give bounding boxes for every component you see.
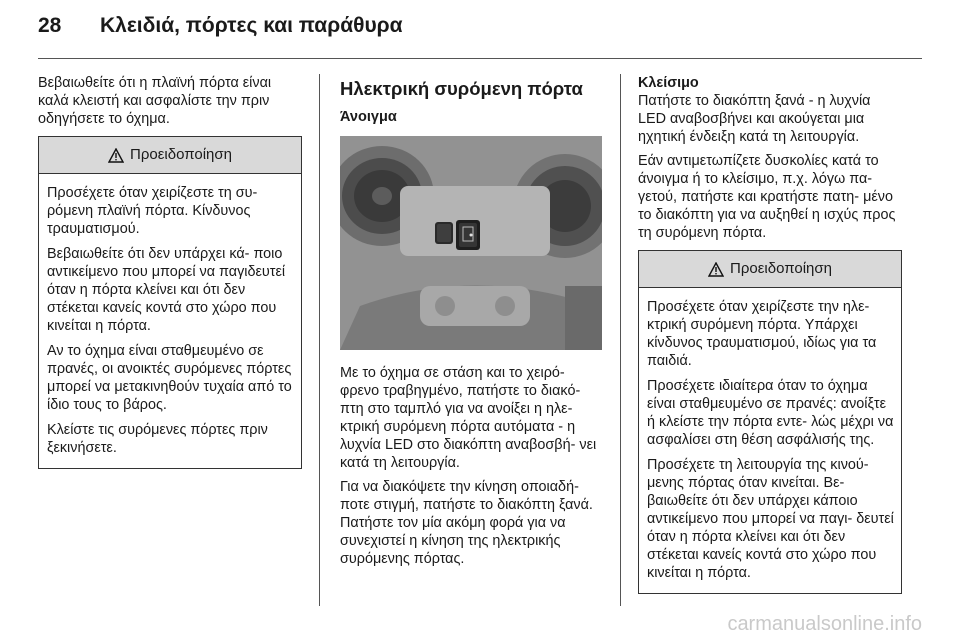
intro-text: Βεβαιωθείτε ότι η πλαϊνή πόρτα είναι καλά κλειστή και ασφαλίστε την πριν οδηγήσετε το όχημα. (38, 75, 272, 127)
warning-box-2 (638, 250, 902, 594)
body-paragraph: Για να διακόψετε την κίνηση οποιαδή- ποτε στιγμή, πατήστε το διακόπτη ξανά. Πατήστε τον μία ακόμη φορά για να συνεχιστεί η κίνηση της ηλεκτρικής συρόμενης πόρτας. (340, 479, 593, 567)
body-paragraph: Εάν αντιμετωπίζετε δυσκολίες κατά το άνοιγμα ή το κλείσιμο, π.χ. λόγω πα- γετού, πατήστε και κρατήστε πατη- μένο το διακόπτη για να αυξηθεί η ισχύς προς τη συρόμενη πόρτα. (638, 153, 896, 241)
page-header (38, 14, 403, 38)
page-title: Κλειδιά, πόρτες και παράθυρα (100, 14, 403, 37)
header-divider (38, 58, 922, 59)
body-paragraph: Πατήστε το διακόπτη ξανά - η λυχνία LED αναβοσβήνει και ακούγεται μια ηχητική ένδειξη κατά τη λειτουργία. (638, 93, 871, 145)
warning-paragraph: Προσέχετε τη λειτουργία της κινού- μενης πόρτας όταν κινείται. Βε- βαιωθείτε ότι δεν υπάρχει κάποιο αντικείμενο που μπορεί να παγι- δευτεί όταν η πόρτα κλείνει και ότι δεν στέκεται κανείς κοντά στο χώρο που κινείται η πόρτα. (647, 457, 894, 581)
warning-paragraph: Κλείστε τις συρόμενες πόρτες πριν ξεκινήσετε. (47, 422, 268, 456)
closing-heading: Κλείσιμο (638, 75, 699, 91)
column-2 (340, 74, 602, 574)
watermark: carmanualsonline.info (727, 613, 922, 635)
warning-triangle-icon (708, 262, 724, 277)
warning-paragraph: Προσέχετε ιδιαίτερα όταν το όχημα είναι σταθμευμένο σε πρανές: ανοίξτε ή κλείστε την πόρτα εντε- λώς μέχρι να ασφαλίσει στη θέση ασφάλισής της. (647, 378, 894, 448)
section-heading: Ηλεκτρική συρόμενη πόρτα (340, 78, 583, 99)
warning-paragraph: Προσέχετε όταν χειρίζεστε τη συ- ρόμενη πλαϊνή πόρτα. Κίνδυνος τραυματισμού. (47, 185, 258, 237)
warning-paragraph: Αν το όχημα είναι σταθμευμένο σε πρανές, οι ανοικτές συρόμενες πόρτες μπορεί να μετακινηθούν τυχαία από το ίδιο τους το βάρος. (47, 343, 292, 413)
warning-header (39, 137, 301, 174)
warning-title: Προειδοποίηση (730, 260, 832, 277)
warning-box-1 (38, 136, 302, 469)
warning-paragraph: Προσέχετε όταν χειρίζεστε την ηλε- κτρική συρόμενη πόρτα. Υπάρχει κίνδυνος τραυματισμού, ιδίως για τα παιδιά. (647, 299, 877, 369)
column-divider-2 (620, 74, 621, 606)
page-number: 28 (38, 14, 62, 37)
warning-paragraph: Βεβαιωθείτε ότι δεν υπάρχει κά- ποιο αντικείμενο που μπορεί να παγιδευτεί όταν η πόρτα κλείνει και ότι δεν στέκεται κανείς κοντά στο χώρο που κινείται η πόρτα. (47, 246, 286, 334)
column-3 (638, 74, 902, 594)
warning-title: Προειδοποίηση (130, 146, 232, 163)
column-divider-1 (319, 74, 320, 606)
warning-header (639, 251, 901, 288)
dashboard-switch-photo (340, 136, 602, 350)
warning-triangle-icon (108, 148, 124, 163)
subsection-heading: Άνοιγμα (340, 109, 397, 125)
column-1 (38, 74, 302, 469)
body-paragraph: Με το όχημα σε στάση και το χειρό- φρενο τραβηγμένο, πατήστε το διακό- πτη στο ταμπλό για να ανοίξει η ηλε- κτρική συρόμενη πόρτα αυτόματα - η λυχνία LED στο διακόπτη αναβοσβή- νει κατά τη λειτουργία. (340, 365, 597, 471)
warning-body (639, 288, 901, 593)
warning-body (39, 174, 301, 468)
